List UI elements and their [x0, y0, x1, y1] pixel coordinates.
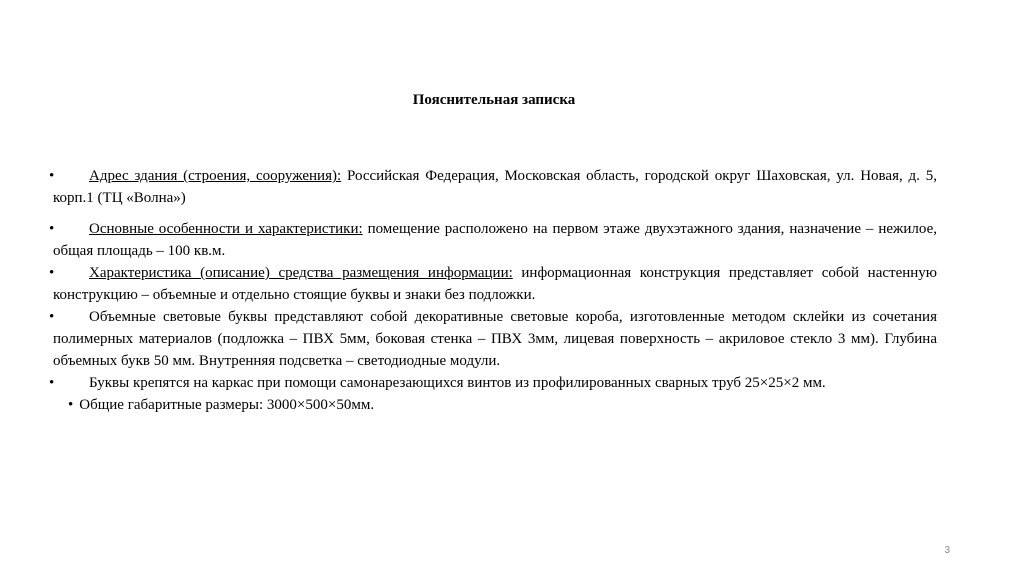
bullet-icon: • [49, 265, 55, 281]
bullet-icon: • [49, 375, 55, 391]
document-title-text: Пояснительная записка [412, 92, 576, 108]
item-text: Объемные световые буквы представляют собой декоративные световые короба, изготовленные методом склейки из сочетания полимерных материалов (подложка – ПВХ 5мм, боковая стенка – ПВХ 3мм, лицевая поверхность – акриловое стекло 3 мм). Глубина объемных букв 50 мм. Внутренняя подсветка – светодиодные модули. [53, 309, 937, 369]
list-item-dimensions [53, 394, 937, 416]
list-item-building-address [49, 165, 937, 209]
item-text: помещение расположено на первом этаже двухэтажного здания, назначение – нежилое, общая площадь – 100 кв.м. [53, 221, 937, 259]
explanatory-note-body [49, 165, 937, 416]
bullet-icon: • [49, 309, 55, 325]
item-text: Российская Федерация, Московская область, городской округ Шаховская, ул. Новая, д. 5, корп.1 (ТЦ «Волна») [53, 168, 937, 206]
list-item-light-letters [49, 306, 937, 372]
page-number: 3 [944, 545, 950, 556]
item-label: Основные особенности и характеристики: [89, 221, 363, 237]
document-title [0, 91, 1024, 109]
item-text: Буквы крепятся на каркас при помощи самонарезающихся винтов из профилированных сварных труб 25×25×2 мм. [89, 375, 826, 391]
item-text: Общие габаритные размеры: 3000×500×50мм. [79, 397, 375, 413]
bullet-icon: • [49, 168, 55, 184]
item-text: информационная конструкция представляет собой настенную конструкцию – объемные и отдельно стоящие буквы и знаки без подложки. [53, 265, 937, 303]
item-label: Адрес здания (строения, сооружения): [89, 168, 342, 184]
item-label: Характеристика (описание) средства размещения информации: [89, 265, 513, 281]
bullet-icon: • [49, 221, 55, 237]
bullet-icon: • [68, 397, 74, 413]
list-item-mounting [49, 372, 937, 394]
list-item-info-description [49, 262, 937, 306]
list-item-main-features [49, 218, 937, 262]
